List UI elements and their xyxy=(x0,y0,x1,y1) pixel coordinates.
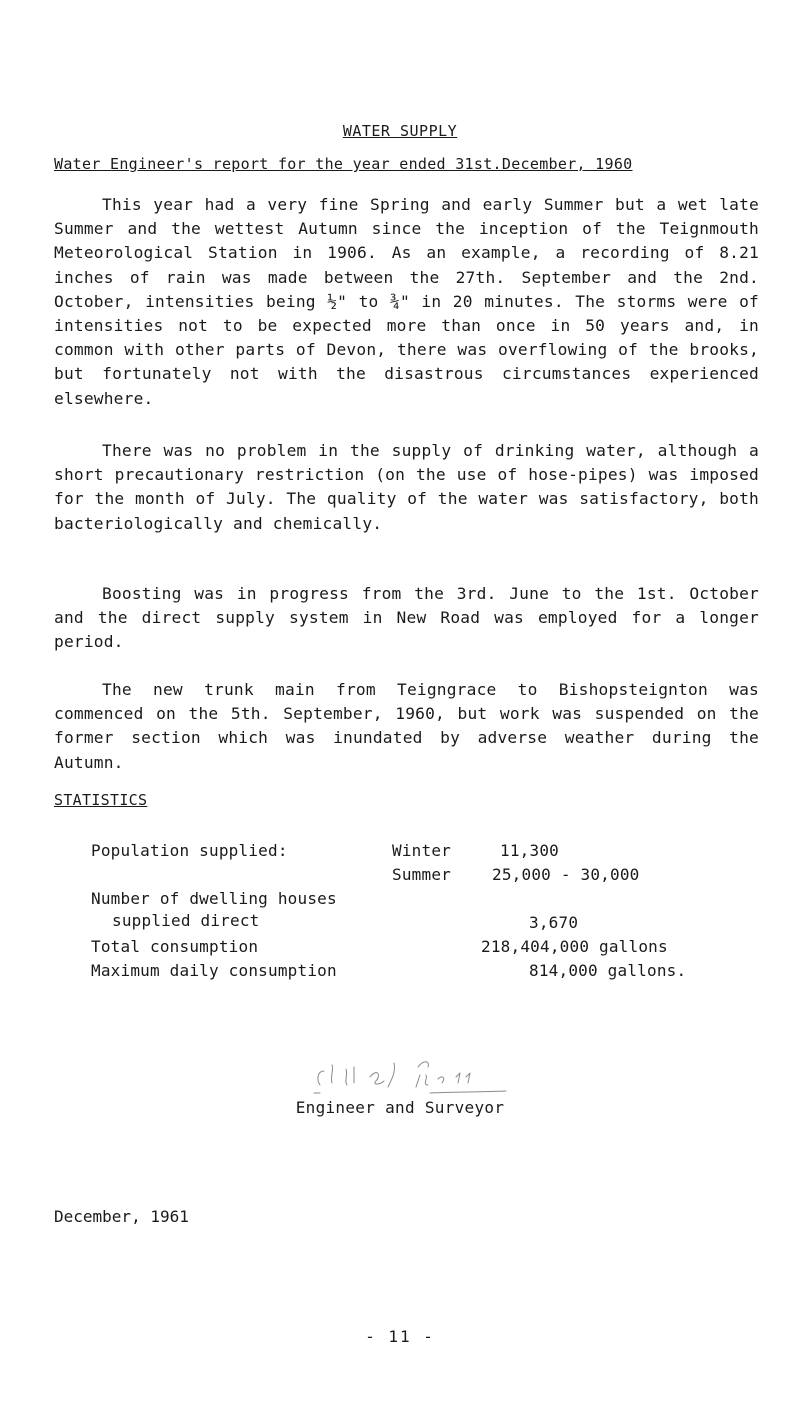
page-number: - 11 - xyxy=(365,1327,435,1346)
dwellings-label: Number of dwelling houses xyxy=(91,889,337,908)
paragraph-weather: This year had a very fine Spring and early Summer but a wet late Summer and the wettest Autumn since the inception of the Teignmouth Meteorological Station in 1906. As an example, a recording of 8.21 inches of rain was made between the 27th. September and the 2nd. October, intensities being ½" to ¾" in 20 minutes. The storms were of intensities not to be expected more than once in 50 years and, in common with other parts of Devon, there was overflowing of the brooks, but fortunately not with the disastrous circumstances experienced elsewhere. xyxy=(54,195,759,408)
report-subheading: Water Engineer's report for the year ended 31st.December, 1960 xyxy=(54,155,633,173)
section-heading: WATER SUPPLY xyxy=(342,122,458,140)
population-label: Population supplied: xyxy=(91,841,288,860)
summer-label: Summer xyxy=(392,865,451,884)
dwellings-label-continued: supplied direct xyxy=(112,911,260,930)
winter-value: 11,300 xyxy=(500,841,559,860)
paragraph-boosting: Boosting was in progress from the 3rd. June to the 1st. October and the direct supply system in New Road was employed for a longer period. xyxy=(54,584,759,652)
max-consumption-label: Maximum daily consumption xyxy=(91,961,337,980)
winter-label: Winter xyxy=(392,841,451,860)
total-consumption-label: Total consumption xyxy=(91,937,259,956)
paragraph-drinking-water: There was no problem in the supply of drinking water, although a short precautionary restriction (on the use of hose-pipes) was imposed for the month of July. The quality of the water was satisfactory, both bacteriologically and chemically. xyxy=(54,441,759,533)
signatory-title: Engineer and Surveyor xyxy=(295,1098,505,1117)
summer-value: 25,000 - 30,000 xyxy=(492,865,640,884)
dwellings-value: 3,670 xyxy=(529,913,579,932)
max-consumption-value: 814,000 gallons. xyxy=(529,961,687,980)
paragraph-trunk-main: The new trunk main from Teigngrace to Bishopsteignton was commenced on the 5th. September, 1960, but work was suspended on the former section which was inundated by adverse weather during the Autumn. xyxy=(54,680,759,772)
statistics-heading: STATISTICS xyxy=(54,791,148,809)
handwritten-signature xyxy=(310,1055,520,1099)
report-date: December, 1961 xyxy=(54,1207,189,1226)
total-consumption-value: 218,404,000 gallons xyxy=(481,937,668,956)
